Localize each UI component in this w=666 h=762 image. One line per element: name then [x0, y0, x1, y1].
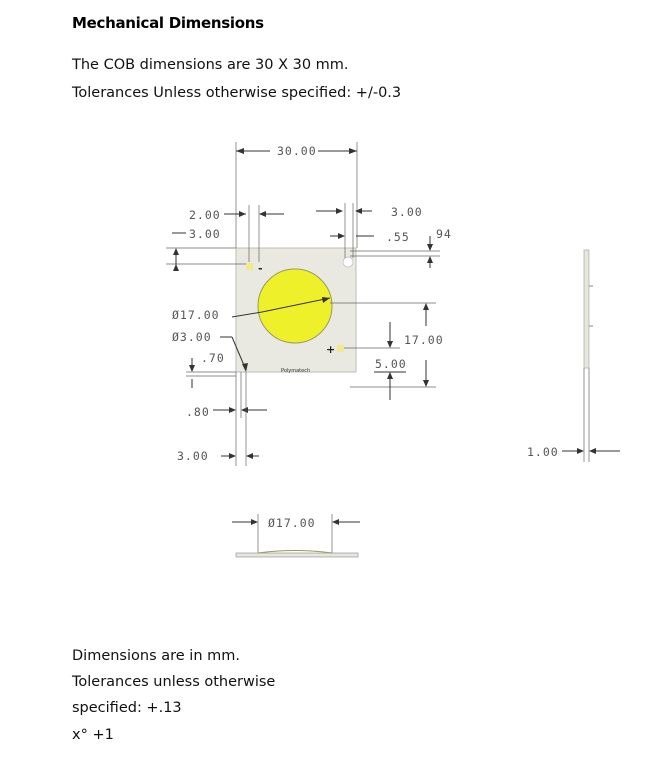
- front-view-board: [236, 553, 358, 557]
- minus-mark: -: [258, 262, 263, 275]
- dim-30: 30.00: [277, 144, 317, 158]
- intro-dimensions-text: The COB dimensions are 30 X 30 mm.: [72, 57, 349, 73]
- dim-3-right: 3.00: [391, 205, 423, 219]
- dim-2: 2.00: [189, 208, 221, 222]
- mounting-hole: [343, 257, 353, 267]
- dim-17-vertical: 17.00: [404, 333, 444, 347]
- board-label: Polymatech: [281, 368, 311, 374]
- plus-mark: +: [326, 343, 336, 356]
- section-heading: Mechanical Dimensions: [72, 14, 264, 32]
- intro-tolerance-text: Tolerances Unless otherwise specified: +/-0.3: [72, 85, 402, 101]
- dim-diam-17: Ø17.00: [172, 308, 220, 322]
- led-emitting-area: [258, 269, 332, 343]
- dim-5: 5.00: [375, 357, 407, 371]
- dim-055: .55: [386, 230, 410, 244]
- negative-pad: [246, 263, 253, 270]
- footer-units-text: Dimensions are in mm.: [72, 648, 240, 664]
- front-view-led: [258, 551, 332, 554]
- dim-070: .70: [201, 351, 225, 365]
- footer-angle-text: x° +1: [72, 727, 114, 743]
- dim-diam-3: Ø3.00: [172, 330, 212, 344]
- footer-specified-text: specified: +.13: [72, 700, 182, 716]
- dim-diam-17-bottom: Ø17.00: [268, 516, 316, 530]
- dim-094: 94: [436, 227, 452, 241]
- dim-080: .80: [186, 405, 210, 419]
- dim-3-bottom: 3.00: [177, 449, 209, 463]
- dim-1-side: 1.00: [527, 445, 559, 459]
- footer-tolerance-text: Tolerances unless otherwise: [72, 674, 276, 690]
- dim-3-left: 3.00: [189, 227, 221, 241]
- side-view-board: [584, 250, 589, 368]
- positive-pad: [337, 345, 344, 352]
